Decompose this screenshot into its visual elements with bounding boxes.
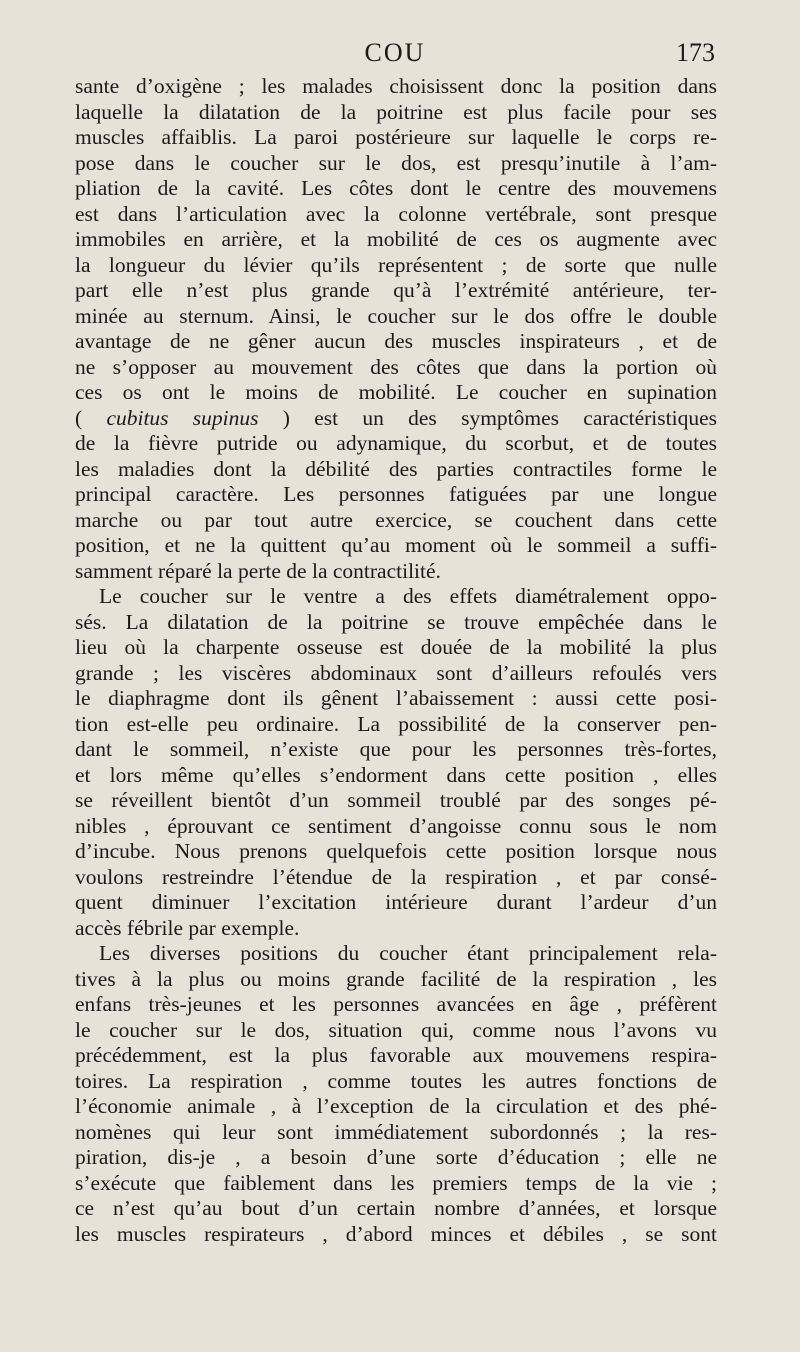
text-line: se réveillent bientôt d’un sommeil troublé par des songes pé- [75, 788, 717, 812]
text-line: dant le sommeil, n’existe que pour les personnes très-fortes, [75, 737, 717, 761]
text-line: ne s’opposer au mouvement des côtes que dans la portion où [75, 354, 717, 379]
text-line: nomènes qui leur sont immédiatement subordonnés ; la res- [75, 1119, 717, 1144]
text-line: ( cubitus supinus ) est un des symptômes caractéristiques [75, 405, 717, 430]
text-body [75, 74, 717, 1247]
text-line: voulons restreindre l’étendue de la respiration , et par consé- [75, 864, 717, 889]
text-line: s’exécute que faiblement dans les premiers temps de la vie ; [75, 1170, 717, 1195]
page-header [75, 38, 715, 78]
text-line: de la fièvre putride ou adynamique, du scorbut, et de toutes [75, 431, 717, 455]
text-line: d’incube. Nous prenons quelquefois cette position lorsque nous [75, 839, 717, 863]
text-line: tion est-elle peu ordinaire. La possibilité de la conserver pen- [75, 711, 717, 736]
text-line: avantage de ne gêner aucun des muscles inspirateurs , et de [75, 329, 717, 353]
text-line: toires. La respiration , comme toutes les autres fonctions de [75, 1068, 717, 1093]
text-line: la longueur du lévier qu’ils représentent ; de sorte que nulle [75, 252, 717, 277]
text-line: grande ; les viscères abdominaux sont d’ailleurs refoulés vers [75, 660, 717, 685]
text-line: part elle n’est plus grande qu’à l’extrémité antérieure, ter- [75, 278, 717, 302]
text-line: nibles , éprouvant ce sentiment d’angoisse connu sous le nom [75, 813, 717, 838]
text-line: et lors même qu’elles s’endorment dans cette position , elles [75, 762, 717, 787]
text-line: position, et ne la quittent qu’au moment où le sommeil a suffi- [75, 533, 717, 557]
text-line: laquelle la dilatation de la poitrine est plus facile pour ses [75, 99, 717, 124]
text-line: le diaphragme dont ils gênent l’abaissement : aussi cette posi- [75, 686, 717, 710]
text-line: sante d’oxigène ; les malades choisissent donc la position dans [75, 74, 717, 98]
text-line: tives à la plus ou moins grande facilité de la respiration , les [75, 966, 717, 991]
text-line: est dans l’articulation avec la colonne vertébrale, sont presque [75, 201, 717, 226]
text-line: minée au sternum. Ainsi, le coucher sur le dos offre le double [75, 303, 717, 328]
text-line: principal caractère. Les personnes fatiguées par une longue [75, 482, 717, 506]
text-line: le coucher sur le dos, situation qui, comme nous l’avons vu [75, 1017, 717, 1042]
text-line: piration, dis-je , a besoin d’une sorte d’éducation ; elle ne [75, 1145, 717, 1169]
page-number: 173 [676, 38, 715, 67]
text-line: les muscles respirateurs , d’abord minces et débiles , se sont [75, 1221, 717, 1246]
text-line: quent diminuer l’excitation intérieure durant l’ardeur d’un [75, 890, 717, 914]
text-line: pliation de la cavité. Les côtes dont le centre des mouvemens [75, 176, 717, 200]
paragraph-first-line: Le coucher sur le ventre a des effets diamétralement oppo- [99, 584, 717, 608]
text-line: enfans très-jeunes et les personnes avancées en âge , préfèrent [75, 992, 717, 1016]
latin-term: cubitus supinus [106, 405, 259, 430]
text-line: muscles affaiblis. La paroi postérieure sur laquelle le corps re- [75, 125, 717, 149]
text-line: pose dans le coucher sur le dos, est presqu’inutile à l’am- [75, 150, 717, 175]
text-line: lieu où la charpente osseuse est douée de la mobilité la plus [75, 635, 717, 659]
text-line: les maladies dont la débilité des parties contractiles forme le [75, 456, 717, 481]
text-line: marche ou par tout autre exercice, se couchent dans cette [75, 507, 717, 532]
text-line: précédemment, est la plus favorable aux mouvemens respira- [75, 1043, 717, 1067]
text-line: accès fébrile par exemple. [75, 915, 300, 940]
paragraph-first-line: Les diverses positions du coucher étant principalement rela- [99, 941, 717, 965]
text-line: ce n’est qu’au bout d’un certain nombre d’années, et lorsque [75, 1196, 717, 1220]
text-line: samment réparé la perte de la contractilité. [75, 558, 441, 583]
text-line: immobiles en arrière, et la mobilité de ces os augmente avec [75, 227, 717, 251]
text-line: ces os ont le moins de mobilité. Le coucher en supination [75, 380, 717, 404]
running-head: COU [364, 38, 426, 67]
text-line: l’économie animale , à l’exception de la circulation et des phé- [75, 1094, 717, 1118]
text-line: sés. La dilatation de la poitrine se trouve empêchée dans le [75, 609, 717, 634]
